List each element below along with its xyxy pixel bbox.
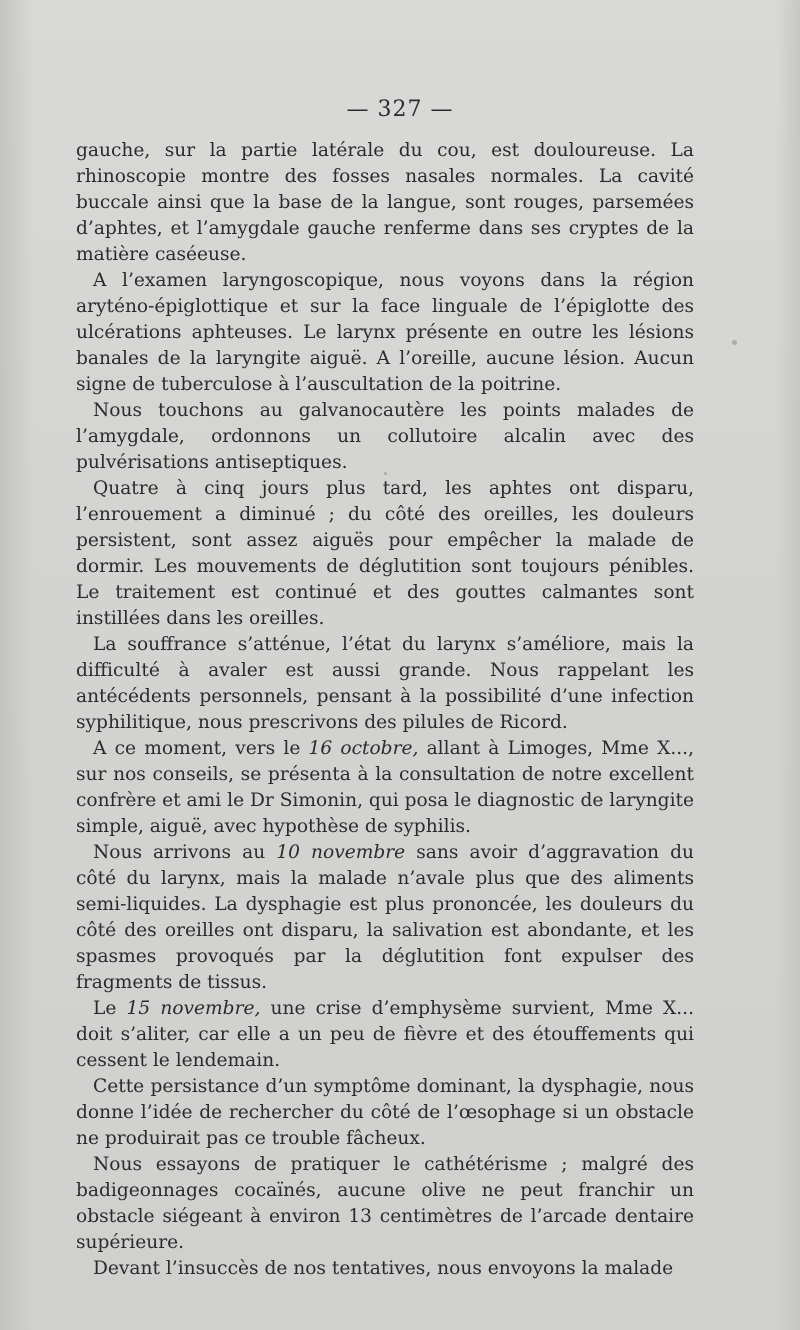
body-text [76, 138, 694, 1282]
paragraph-1 [76, 138, 694, 268]
paragraph-11-text: Devant l’insuccès de nos tentatives, nous envoyons la malade [93, 1258, 674, 1279]
ink-fleck [732, 340, 737, 345]
paragraph-7-text-b: sans avoir d’aggravation du côté du larynx, mais la malade n’avale plus que des aliments semi-liquides. La dysphagie est plus prononcée, les douleurs du côté des oreilles ont disparu, la salivation est abondante, et les spasmes provoqués par la déglutition font expulser des fragments de tissus. [76, 842, 694, 993]
paragraph-10 [76, 1152, 694, 1256]
paragraph-1-text: gauche, sur la partie latérale du cou, est douloureuse. La rhinoscopie montre des fosses nasales normales. La cavité buccale ainsi que la base de la langue, sont rouges, parsemées d’aphtes, et l’amygdale gauche renferme dans ses cryptes de la matière caséeuse. [76, 140, 694, 265]
paragraph-10-text: Nous essayons de pratiquer le cathétérisme ; malgré des badigeonnages cocaïnés, aucune olive ne peut franchir un obstacle siégeant à environ 13 centimètres de l’arcade dentaire supérieure. [76, 1154, 694, 1253]
paragraph-2 [76, 268, 694, 398]
date-november-10: 10 novembre [276, 842, 406, 863]
paragraph-4-text: Quatre à cinq jours plus tard, les aphtes ont disparu, l’enrouement a diminué ; du côté des oreilles, les douleurs persistent, sont assez aiguës pour empêcher la malade de dormir. Les mouvements de déglutition sont toujours pénibles. Le traitement est continué et des gouttes calmantes sont instillées dans les oreilles. [76, 478, 694, 629]
paragraph-11 [76, 1256, 694, 1282]
paragraph-6 [76, 736, 694, 840]
date-october: 16 octobre, [308, 738, 419, 759]
paragraph-9 [76, 1074, 694, 1152]
paragraph-7 [76, 840, 694, 996]
paragraph-7-text-a: Nous arrivons au [93, 842, 277, 863]
paragraph-4 [76, 476, 694, 632]
paragraph-3 [76, 398, 694, 476]
page-number: — 327 — [346, 97, 454, 122]
paragraph-6-text-b: allant à Limoges, Mme X..., sur nos conseils, se présenta à la consultation de notre excellent confrère et ami le Dr Simonin, qui posa le diagnostic de laryngite simple, aiguë, avec hypothèse de syphilis. [76, 738, 694, 837]
paragraph-8-text-a: Le [93, 998, 127, 1019]
ink-fleck [384, 472, 387, 475]
paragraph-8 [76, 996, 694, 1074]
paragraph-5 [76, 632, 694, 736]
paragraph-3-text: Nous touchons au galvanocautère les points malades de l’amygdale, ordonnons un collutoire alcalin avec des pulvérisations antiseptiques. [76, 400, 694, 473]
paragraph-6-text-a: A ce moment, vers le [93, 738, 309, 759]
date-november-15: 15 novembre, [126, 998, 261, 1019]
paragraph-9-text: Cette persistance d’un symptôme dominant, la dysphagie, nous donne l’idée de rechercher du côté de l’œsophage si un obstacle ne produirait pas ce trouble fâcheux. [76, 1076, 694, 1149]
paragraph-5-text: La souffrance s’atténue, l’état du larynx s’améliore, mais la difficulté à avaler est aussi grande. Nous rappelant les antécédents personnels, pensant à la possibilité d’une infection syphilitique, nous prescrivons des pilules de Ricord. [76, 634, 694, 733]
paragraph-8-text-b: une crise d’emphysème survient, Mme X... doit s’aliter, car elle a un peu de fièvre et des étouffements qui cessent le lendemain. [76, 998, 694, 1071]
paragraph-2-text: A l’examen laryngoscopique, nous voyons dans la région aryténo-épiglottique et sur la face linguale de l’épiglotte des ulcérations aphteuses. Le larynx présente en outre les lésions banales de la laryngite aiguë. A l’oreille, aucune lésion. Aucun signe de tuberculose à l’auscultation de la poitrine. [76, 270, 694, 395]
